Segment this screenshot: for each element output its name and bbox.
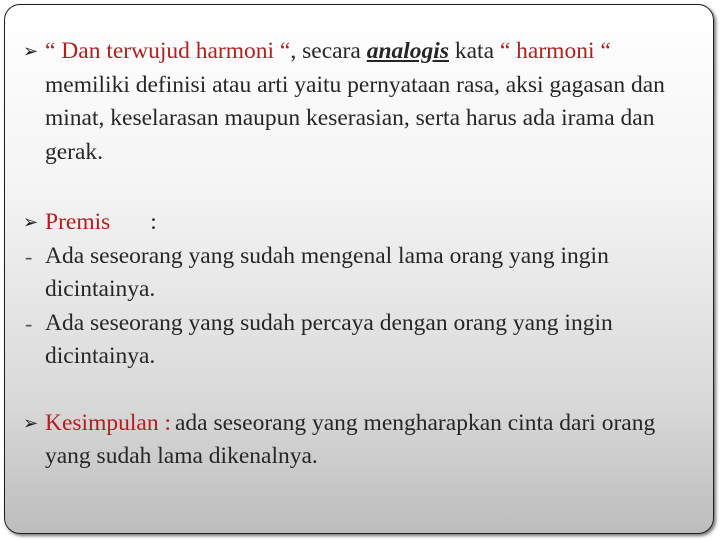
premis-label: Premis	[45, 209, 111, 235]
quoted-phrase: “ Dan terwujud harmoni “	[45, 38, 291, 64]
premis-colon: :	[150, 209, 157, 235]
bullet-text: memiliki definisi atau arti yaitu pernyataan rasa, aksi gagasan dan minat, keselarasan maupun keserasian, serta harus ada irama dan gerak.	[45, 71, 665, 165]
bullet-premis	[23, 206, 699, 240]
bullet-text: kata	[448, 38, 500, 64]
arrow-bullet-icon: ➢	[23, 212, 39, 233]
bullet-kesimpulan	[23, 407, 699, 474]
premise-text: Ada seseorang yang sudah percaya dengan orang yang ingin dicintainya.	[45, 309, 613, 369]
emphasized-term: analogis	[366, 38, 449, 64]
kesimpulan-label: Kesimpulan :	[45, 409, 171, 436]
kesimpulan-text: ada seseorang yang mengharapkan cinta dari orang yang sudah lama dikenalnya.	[45, 409, 656, 469]
quoted-term: “ harmoni “	[499, 38, 611, 64]
bullet-text: , secara	[290, 38, 367, 64]
premise-text: Ada seseorang yang sudah mengenal lama orang yang ingin dicintainya.	[45, 242, 609, 302]
slide-frame	[4, 4, 714, 534]
dash-bullet-icon: -	[25, 243, 33, 269]
dash-bullet-icon: -	[25, 310, 33, 336]
arrow-bullet-icon: ➢	[23, 41, 39, 62]
premise-item	[23, 307, 699, 374]
bullet-harmoni-definition	[23, 35, 699, 169]
arrow-bullet-icon: ➢	[23, 412, 39, 434]
slide-content	[23, 35, 699, 474]
premise-item	[23, 240, 699, 307]
